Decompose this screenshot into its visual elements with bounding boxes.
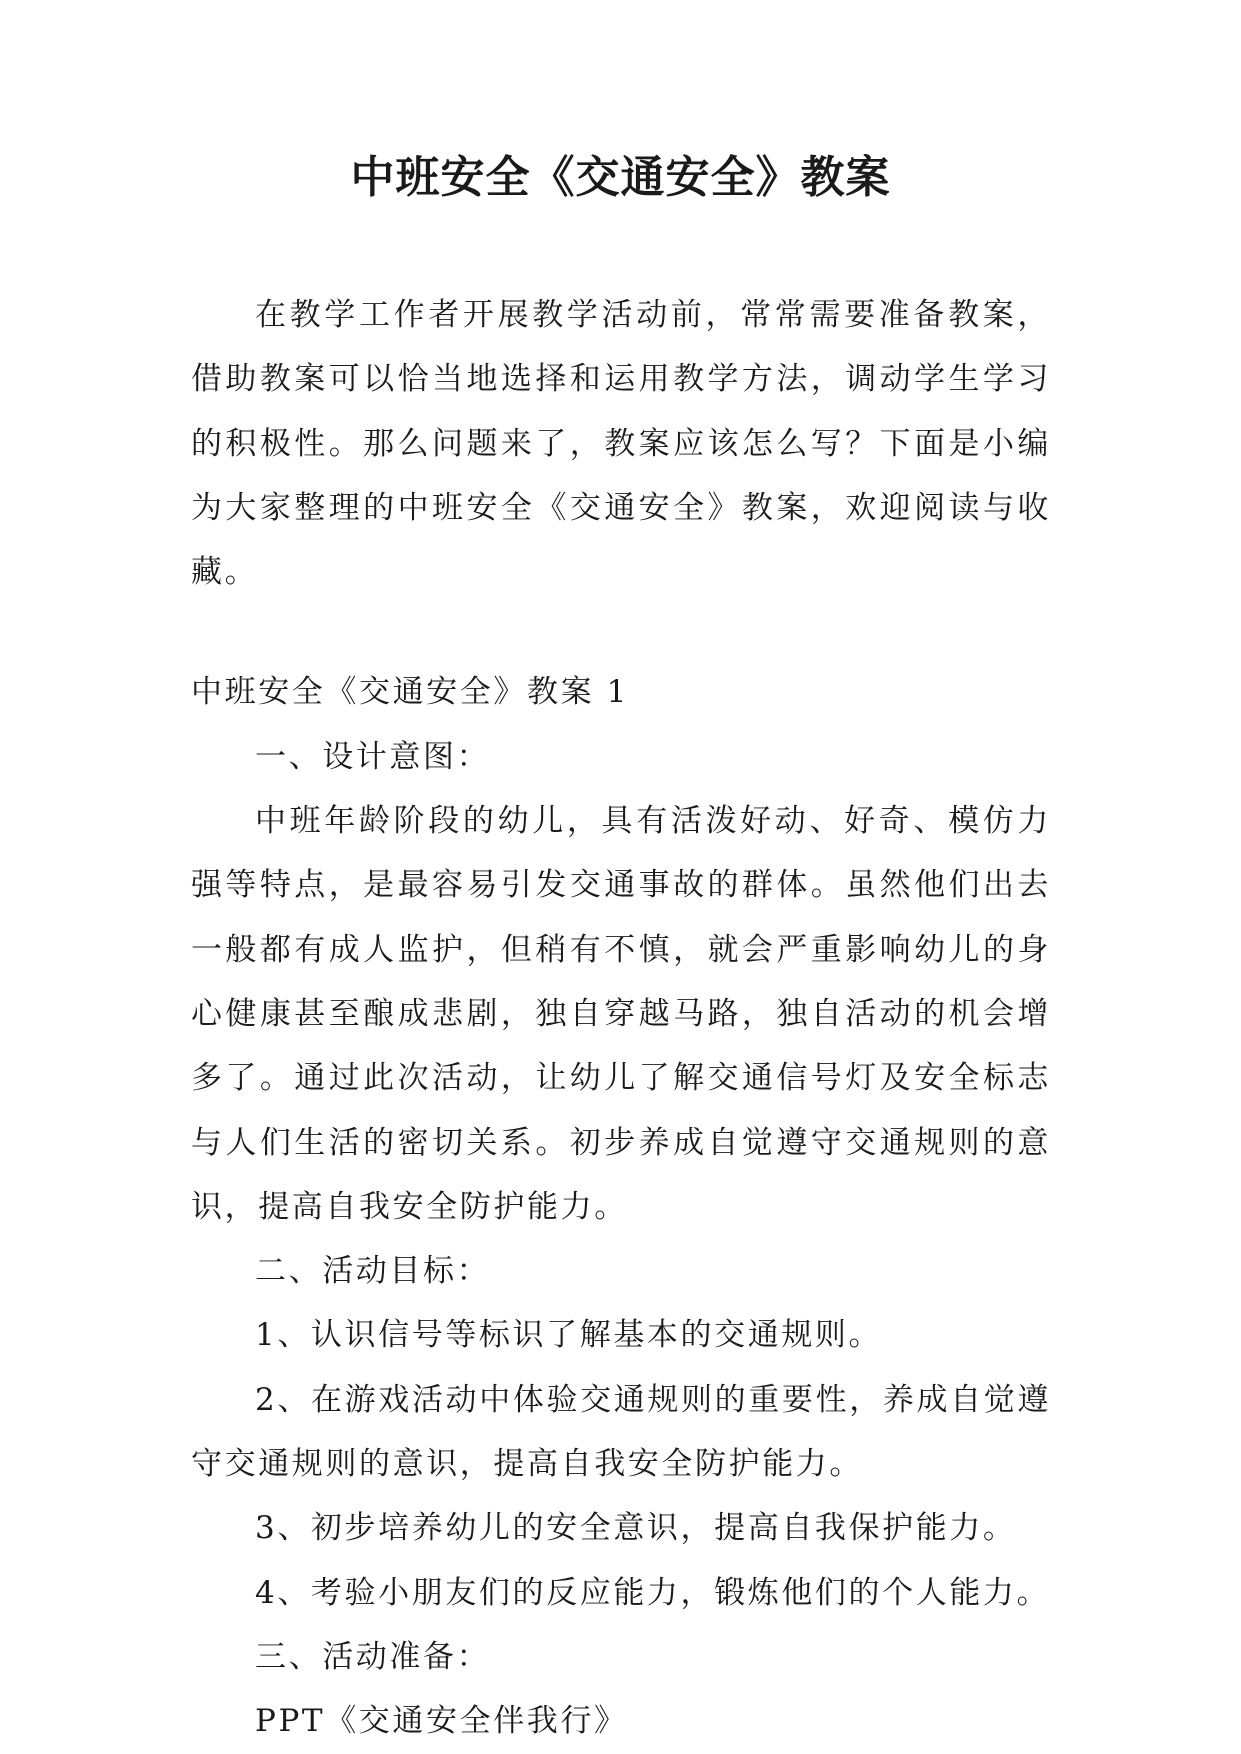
goal-item-2: 2、在游戏活动中体验交通规则的重要性，养成自觉遵守交通规则的意识，提高自我安全防护能力。 [191,1381,1051,1483]
section-title: 中班安全《交通安全》教案 1 [191,674,629,711]
intro-paragraph: 在教学工作者开展教学活动前，常常需要准备教案，借助教案可以恰当地选择和运用教学方法，调动学生学习的积极性。那么问题来了，教案应该怎么写？下面是小编为大家整理的中班安全《交通安全》教案，欢迎阅读与收藏。 [191,297,1051,591]
heading-activity-preparation: 三、活动准备： [255,1638,491,1675]
heading-activity-goals: 二、活动目标： [255,1253,491,1290]
heading-design-intent: 一、设计意图： [255,738,491,775]
document-body [191,283,1051,1754]
document-title: 中班安全《交通安全》教案 [350,152,891,203]
goal-item-3: 3、初步培养幼儿的安全意识，提高自我保护能力。 [255,1510,1017,1547]
goal-item-1: 1、认识信号等标识了解基本的交通规则。 [255,1317,883,1354]
goal-item-4: 4、考验小朋友们的反应能力，锻炼他们的个人能力。 [255,1574,1051,1611]
design-intent-paragraph: 中班年龄阶段的幼儿，具有活泼好动、好奇、模仿力强等特点，是最容易引发交通事故的群体。虽然他们出去一般都有成人监护，但稍有不慎，就会严重影响幼儿的身心健康甚至酿成悲剧，独自穿越马路，独自活动的机会增多了。通过此次活动，让幼儿了解交通信号灯及安全标志与人们生活的密切关系。初步养成自觉遵守交通规则的意识，提高自我安全防护能力。 [191,803,1051,1225]
preparation-item: PPT《交通安全伴我行》 [255,1703,628,1740]
